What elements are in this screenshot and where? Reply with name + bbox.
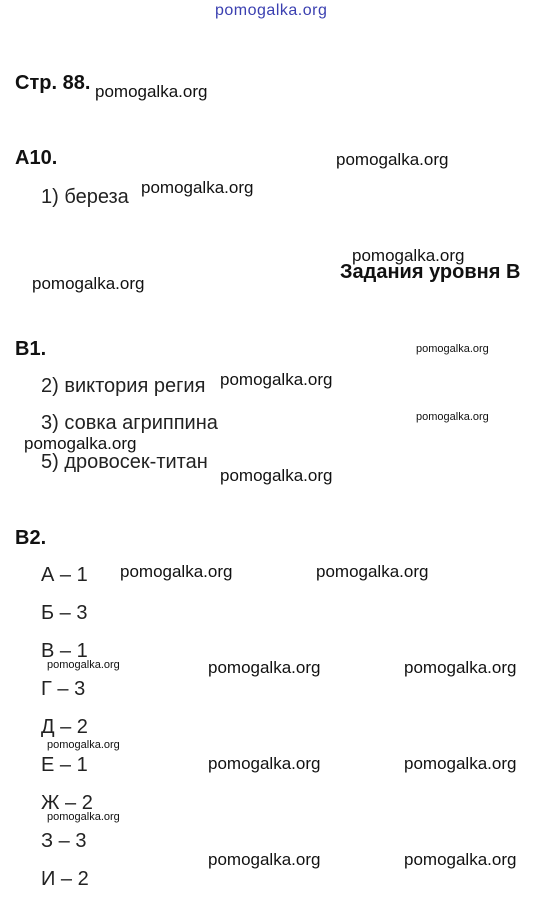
watermark: pomogalka.org — [404, 658, 517, 677]
watermark: pomogalka.org — [220, 370, 333, 389]
watermark: pomogalka.org — [208, 850, 321, 869]
b1-answer-2: 3) совка агриппина — [41, 412, 218, 434]
watermark: pomogalka.org — [404, 850, 517, 869]
watermark: pomogalka.org — [95, 82, 208, 101]
b1-answer-1: 2) виктория регия — [41, 375, 206, 397]
b2-pair: А – 1 — [41, 564, 88, 586]
watermark: pomogalka.org — [316, 562, 429, 581]
a10-title: А10. — [15, 147, 58, 169]
b2-pair: Г – 3 — [41, 678, 86, 700]
b2-title: В2. — [15, 527, 47, 549]
watermark: pomogalka.org — [336, 150, 449, 169]
b2-pair: И – 2 — [41, 868, 89, 890]
watermark: pomogalka.org — [32, 274, 145, 293]
b2-pair: Б – 3 — [41, 602, 88, 624]
b2-pair: З – 3 — [41, 830, 87, 852]
watermark-top: pomogalka.org — [215, 2, 328, 19]
page-label: Стр. 88. — [15, 72, 91, 94]
watermark: pomogalka.org — [208, 754, 321, 773]
watermark: pomogalka.org — [47, 739, 120, 751]
watermark: pomogalka.org — [352, 246, 465, 265]
watermark: pomogalka.org — [47, 811, 120, 823]
b2-pair: Е – 1 — [41, 754, 88, 776]
watermark: pomogalka.org — [416, 343, 489, 355]
a10-answer-1: 1) береза — [41, 186, 129, 208]
watermark: pomogalka.org — [120, 562, 233, 581]
b1-title: В1. — [15, 338, 47, 360]
watermark: pomogalka.org — [47, 659, 120, 671]
b1-answer-3: 5) дровосек-титан — [41, 451, 208, 473]
watermark: pomogalka.org — [208, 658, 321, 677]
b2-pair: В – 1 — [41, 640, 88, 662]
b2-pair: Ж – 2 — [41, 792, 93, 814]
watermark: pomogalka.org — [220, 466, 333, 485]
watermark: pomogalka.org — [141, 178, 254, 197]
watermark: pomogalka.org — [416, 411, 489, 423]
b2-pair: Д – 2 — [41, 716, 88, 738]
watermark: pomogalka.org — [24, 434, 137, 453]
watermark: pomogalka.org — [404, 754, 517, 773]
level-b-heading: Задания уровня В — [340, 261, 521, 283]
